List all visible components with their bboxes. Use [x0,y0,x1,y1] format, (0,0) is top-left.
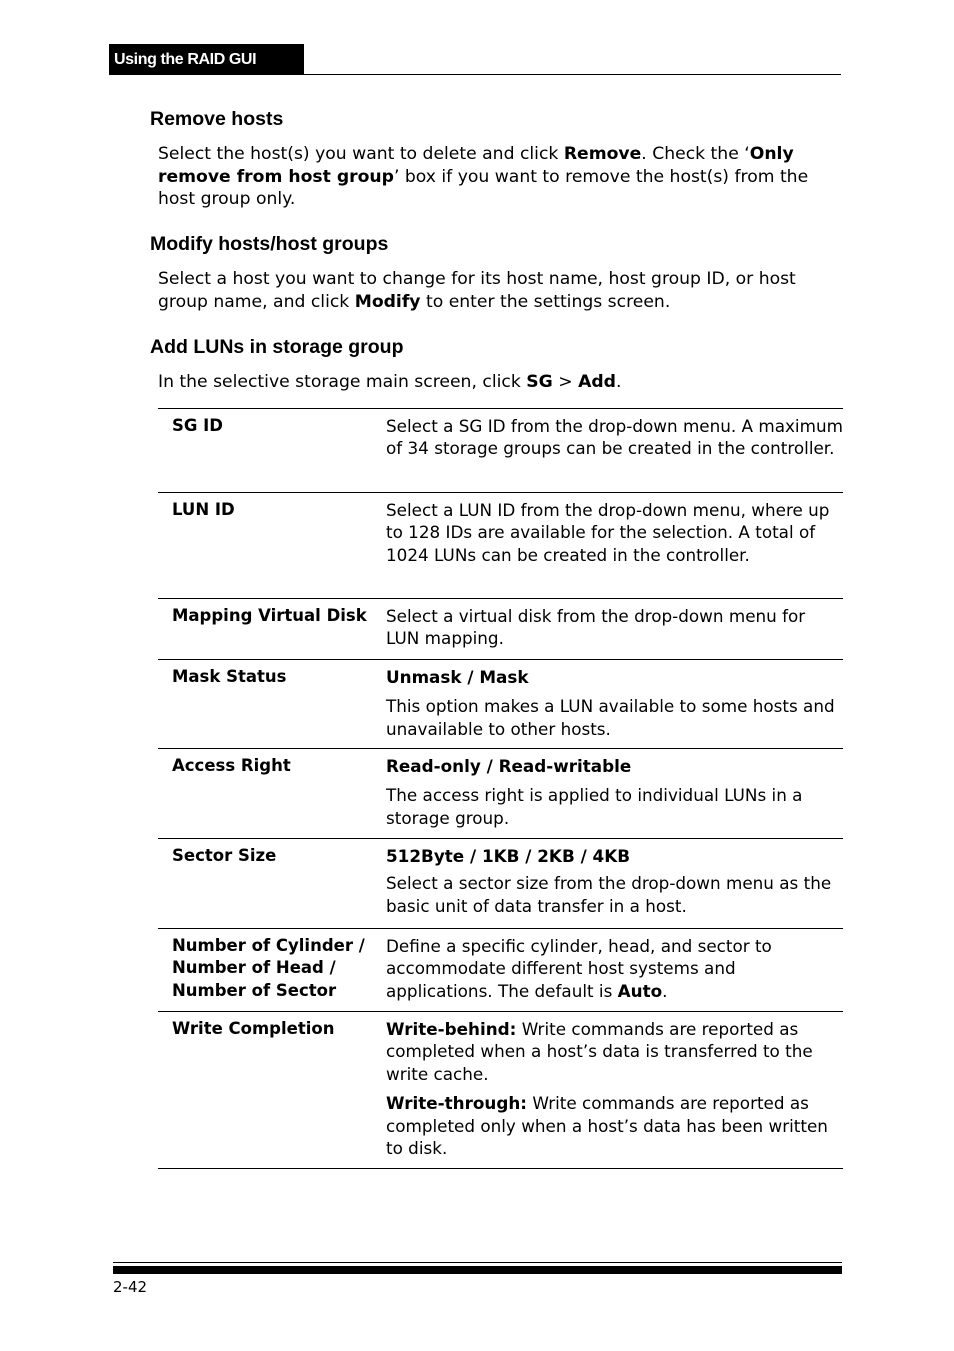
row-description: Select a virtual disk from the drop-down menu for LUN mapping. [386,606,806,649]
row-description: Select a LUN ID from the drop-down menu, where up to 128 IDs are available for the selection. A total of 1024 LUNs can be created in the controller. [386,500,830,565]
row-label: SG ID [172,416,224,435]
row-description: 512Byte / 1KB / 2KB / 4KB Select a sector size from the drop-down menu as the basic unit of data transfer in a host. [386,846,832,916]
table-row [158,749,843,839]
row-description: Define a specific cylinder, head, and sector to accommodate different host systems and applications. The default is Auto. [386,936,772,1001]
header-rule [109,74,841,75]
paragraph-add-luns: In the selective storage main screen, click SG > Add. [158,372,622,392]
paragraph-remove-hosts: Select the host(s) you want to delete and click Remove. Check the ‘Only remove from host group’ box if you want to remove the host(s) from the host group only. [158,144,809,210]
row-description: Write-behind: Write commands are reported as completed when a host’s data is transferred to the write cache. Write-through: Write commands are reported as completed only when a host’s data has been written to disk. [386,1019,828,1159]
row-label: Sector Size [172,846,277,865]
page-number: 2-42 [113,1278,148,1296]
row-description: Select a SG ID from the drop-down menu. A maximum of 34 storage groups can be created in the controller. [386,416,843,459]
footer-rule-thick [113,1266,842,1274]
table-row [158,409,843,493]
bold-modify: Modify [354,291,421,312]
bold-sg: SG [526,372,553,392]
table-row [158,660,843,749]
row-label: Number of Cylinder / Number of Head / Number of Sector [172,936,365,1000]
footer-rule-thin [113,1262,842,1263]
paragraph-modify-hosts: Select a host you want to change for its host name, host group ID, or host group name, and click Modify to enter the settings screen. [158,269,796,312]
settings-table [158,408,843,1169]
row-options: 512Byte / 1KB / 2KB / 4KB [386,846,631,866]
bold-remove: Remove [563,144,642,164]
row-label: Write Completion [172,1019,335,1038]
row-label: LUN ID [172,500,235,519]
bold-auto: Auto [617,980,663,1001]
table-row [158,1012,843,1169]
chapter-header-label: Using the RAID GUI [114,51,257,68]
table-row [158,839,843,929]
option-write-behind: Write-behind: [386,1019,517,1039]
table-row [158,929,843,1012]
option-write-through: Write-through: [386,1093,528,1114]
section-title-add-luns: Add LUNs in storage group [150,336,404,358]
bold-add: Add [578,372,616,392]
table-row [158,599,843,660]
row-description: Unmask / Mask This option makes a LUN available to some hosts and unavailable to other hosts. [386,667,835,739]
section-title-remove-hosts: Remove hosts [150,108,284,130]
row-label: Mapping Virtual Disk [172,606,367,625]
section-title-modify-hosts: Modify hosts/host groups [150,233,389,255]
row-description: Read-only / Read-writable The access right is applied to individual LUNs in a storage group. [386,756,803,828]
row-options: Unmask / Mask [386,667,529,687]
bold-only-remove: Only remove from host group [158,144,794,187]
table-row [158,493,843,599]
row-options: Read-only / Read-writable [386,756,632,776]
chapter-header-tab [109,44,304,75]
row-label: Mask Status [172,667,287,686]
row-label: Access Right [172,756,291,775]
